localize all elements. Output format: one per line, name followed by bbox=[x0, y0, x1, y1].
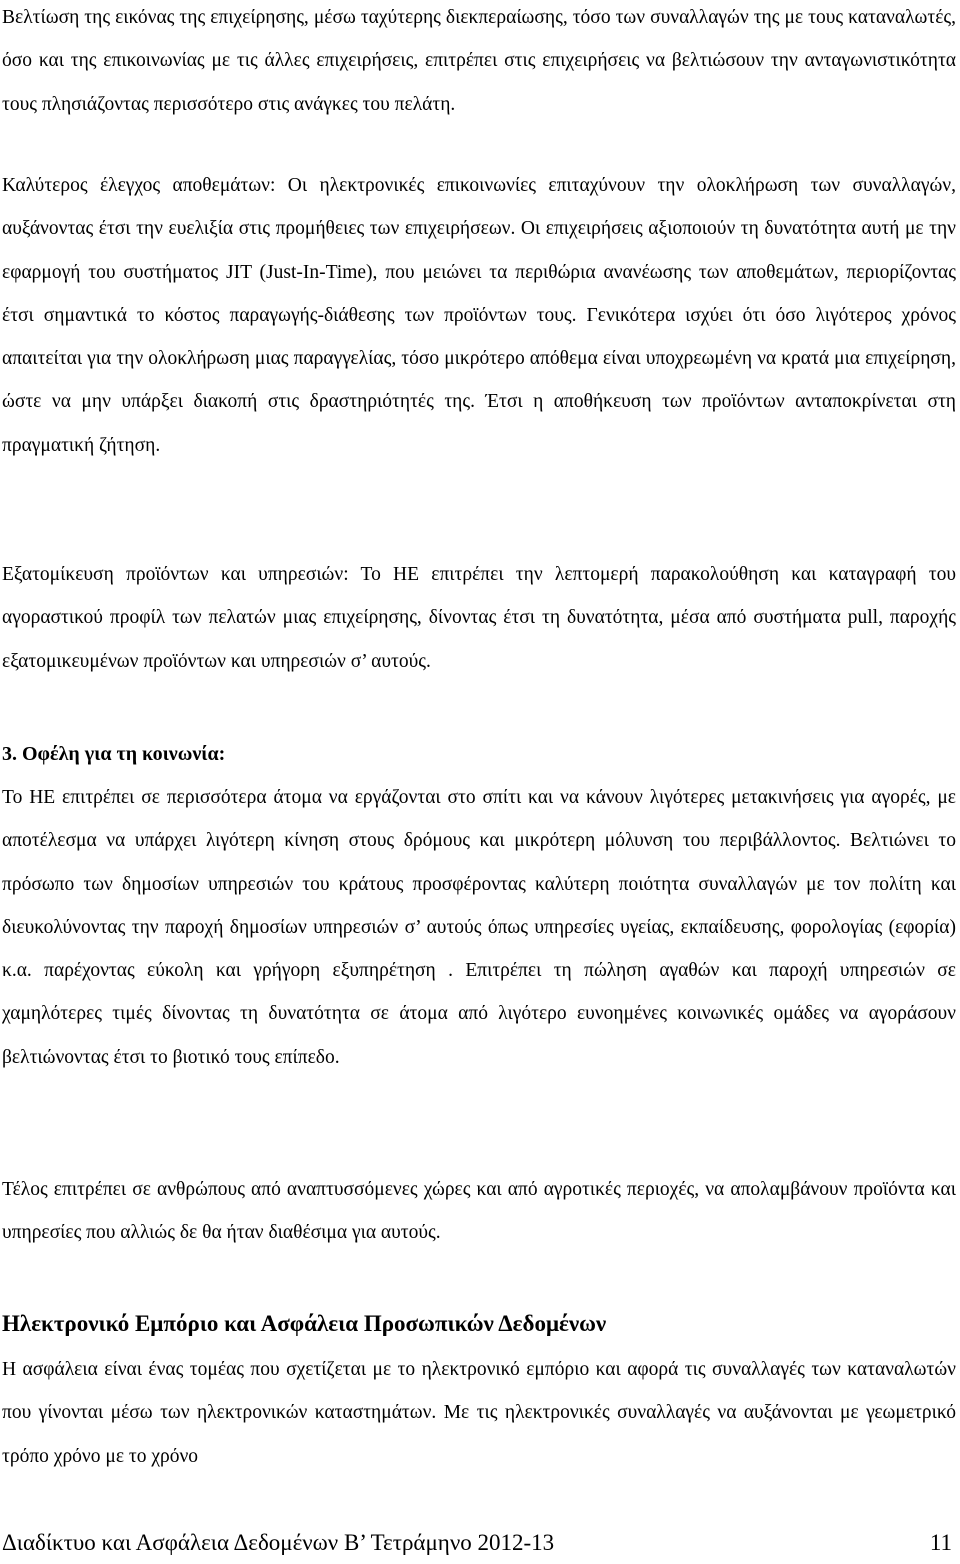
section-heading-ecommerce-security: Ηλεκτρονικό Εμπόριο και Ασφάλεια Προσωπικών Δεδομένων bbox=[2, 1311, 607, 1336]
page-footer bbox=[0, 1522, 960, 1564]
section-title: Οφέλη για τη κοινωνία: bbox=[22, 743, 226, 765]
paragraph-developing-countries: Τέλος επιτρέπει σε ανθρώπους από αναπτυσσόμενες χώρες και από αγροτικές περιοχές, να απολαμβάνουν προϊόντα και υπηρεσίες που αλλιώς δε θα ήταν διαθέσιμα για αυτούς. bbox=[2, 1179, 956, 1244]
paragraph-society-benefits: Το ΗΕ επιτρέπει σε περισσότερα άτομα να εργάζονται στο σπίτι και να κάνουν λιγότερες μετακινήσεις για αγορές, με αποτέλεσμα να υπάρχει λιγότερη κίνηση στους δρόμους και μικρότερη μόλυνση του περιβάλλοντος. Βελτιώνει το πρόσωπο των δημοσίων υπηρεσιών του κράτους προσφέροντας καλύτερη ποιότητα συναλλαγών με τον πολίτη και διευκολύνοντας την παροχή δημοσίων υπηρεσιών σ’ αυτούς όπως υπηρεσίες υγείας, εκπαίδευσης, φορολογίας (εφορία) κ.α. παρέχοντας εύκολη και γρήγορη εξυπηρέτηση . Επιτρέπει τη πώληση αγαθών και παροχή υπηρεσιών σε χαμηλότερες τιμές δίνοντας τη δυνατότητα σε άτομα από λιγότερο ευνοημένες κοινωνικές ομάδες να αγοράσουν βελτιώνοντας έτσι το βιοτικό τους επίπεδο. bbox=[2, 787, 956, 1068]
footer-course-title: Διαδίκτυο και Ασφάλεια Δεδομένων Β’ Τετράμηνο 2012-13 bbox=[2, 1530, 555, 1555]
paragraph-image-improvement: Βελτίωση της εικόνας της επιχείρησης, μέσω ταχύτερης διεκπεραίωσης, τόσο των συναλλαγών της με τους καταναλωτές, όσο και της επικοινωνίας με τις άλλες επιχειρήσεις, επιτρέπει στις επιχειρήσεις να βελτιώσουν την ανταγωνιστικότητα τους πλησιάζοντας περισσότερο στις ανάγκες του πελάτη. bbox=[2, 7, 956, 115]
footer-page-number: 11 bbox=[929, 1530, 952, 1555]
paragraph-inventory-control: Καλύτερος έλεγχος αποθεμάτων: Οι ηλεκτρονικές επικοινωνίες επιταχύνουν την ολοκλήρωση των συναλλαγών, αυξάνοντας έτσι την ευελιξία στις προμήθειες των επιχειρήσεων. Οι επιχειρήσεις αξιοποιούν τη δυνατότητα αυτή με την εφαρμογή του συστήματος JIT (Just-In-Time), που μειώνει τα περιθώρια ανανέωσης των αποθεμάτων, περιορίζοντας έτσι σημαντικά το κόστος παραγωγής-διάθεσης των προϊόντων τους. Γενικότερα ισχύει ότι όσο λιγότερος χρόνος απαιτείται για την ολοκλήρωση μιας παραγγελίας, τόσο μικρότερο απόθεμα είναι υποχρεωμένη να κρατά μια επιχείρηση, ώστε να μην υπάρξει διακοπή στις δραστηριότητές της. Έτσι η αποθήκευση των προϊόντων ανταποκρίνεται στη πραγματική ζήτηση. bbox=[2, 175, 956, 456]
section-number: 3. bbox=[2, 743, 17, 765]
paragraph-personalization: Εξατομίκευση προϊόντων και υπηρεσιών: Το ΗΕ επιτρέπει την λεπτομερή παρακολούθηση και καταγραφή του αγοραστικού προφίλ των πελατών μιας επιχείρησης, δίνοντας έτσι τη δυνατότητα, μέσα από συστήματα pull, παροχής εξατομικευμένων προϊόντων και υπηρεσιών σ’ αυτούς. bbox=[2, 564, 956, 672]
paragraph-security-intro: Η ασφάλεια είναι ένας τομέας που σχετίζεται με το ηλεκτρονικό εμπόριο και αφορά τις συναλλαγές των καταναλωτών που γίνονται μέσω των ηλεκτρονικών καταστημάτων. Με τις ηλεκτρονικές συναλλαγές να αυξάνονται με γεωμετρικό τρόπο χρόνο με το χρόνο bbox=[2, 1359, 956, 1467]
section-heading-society-benefits bbox=[2, 733, 225, 776]
